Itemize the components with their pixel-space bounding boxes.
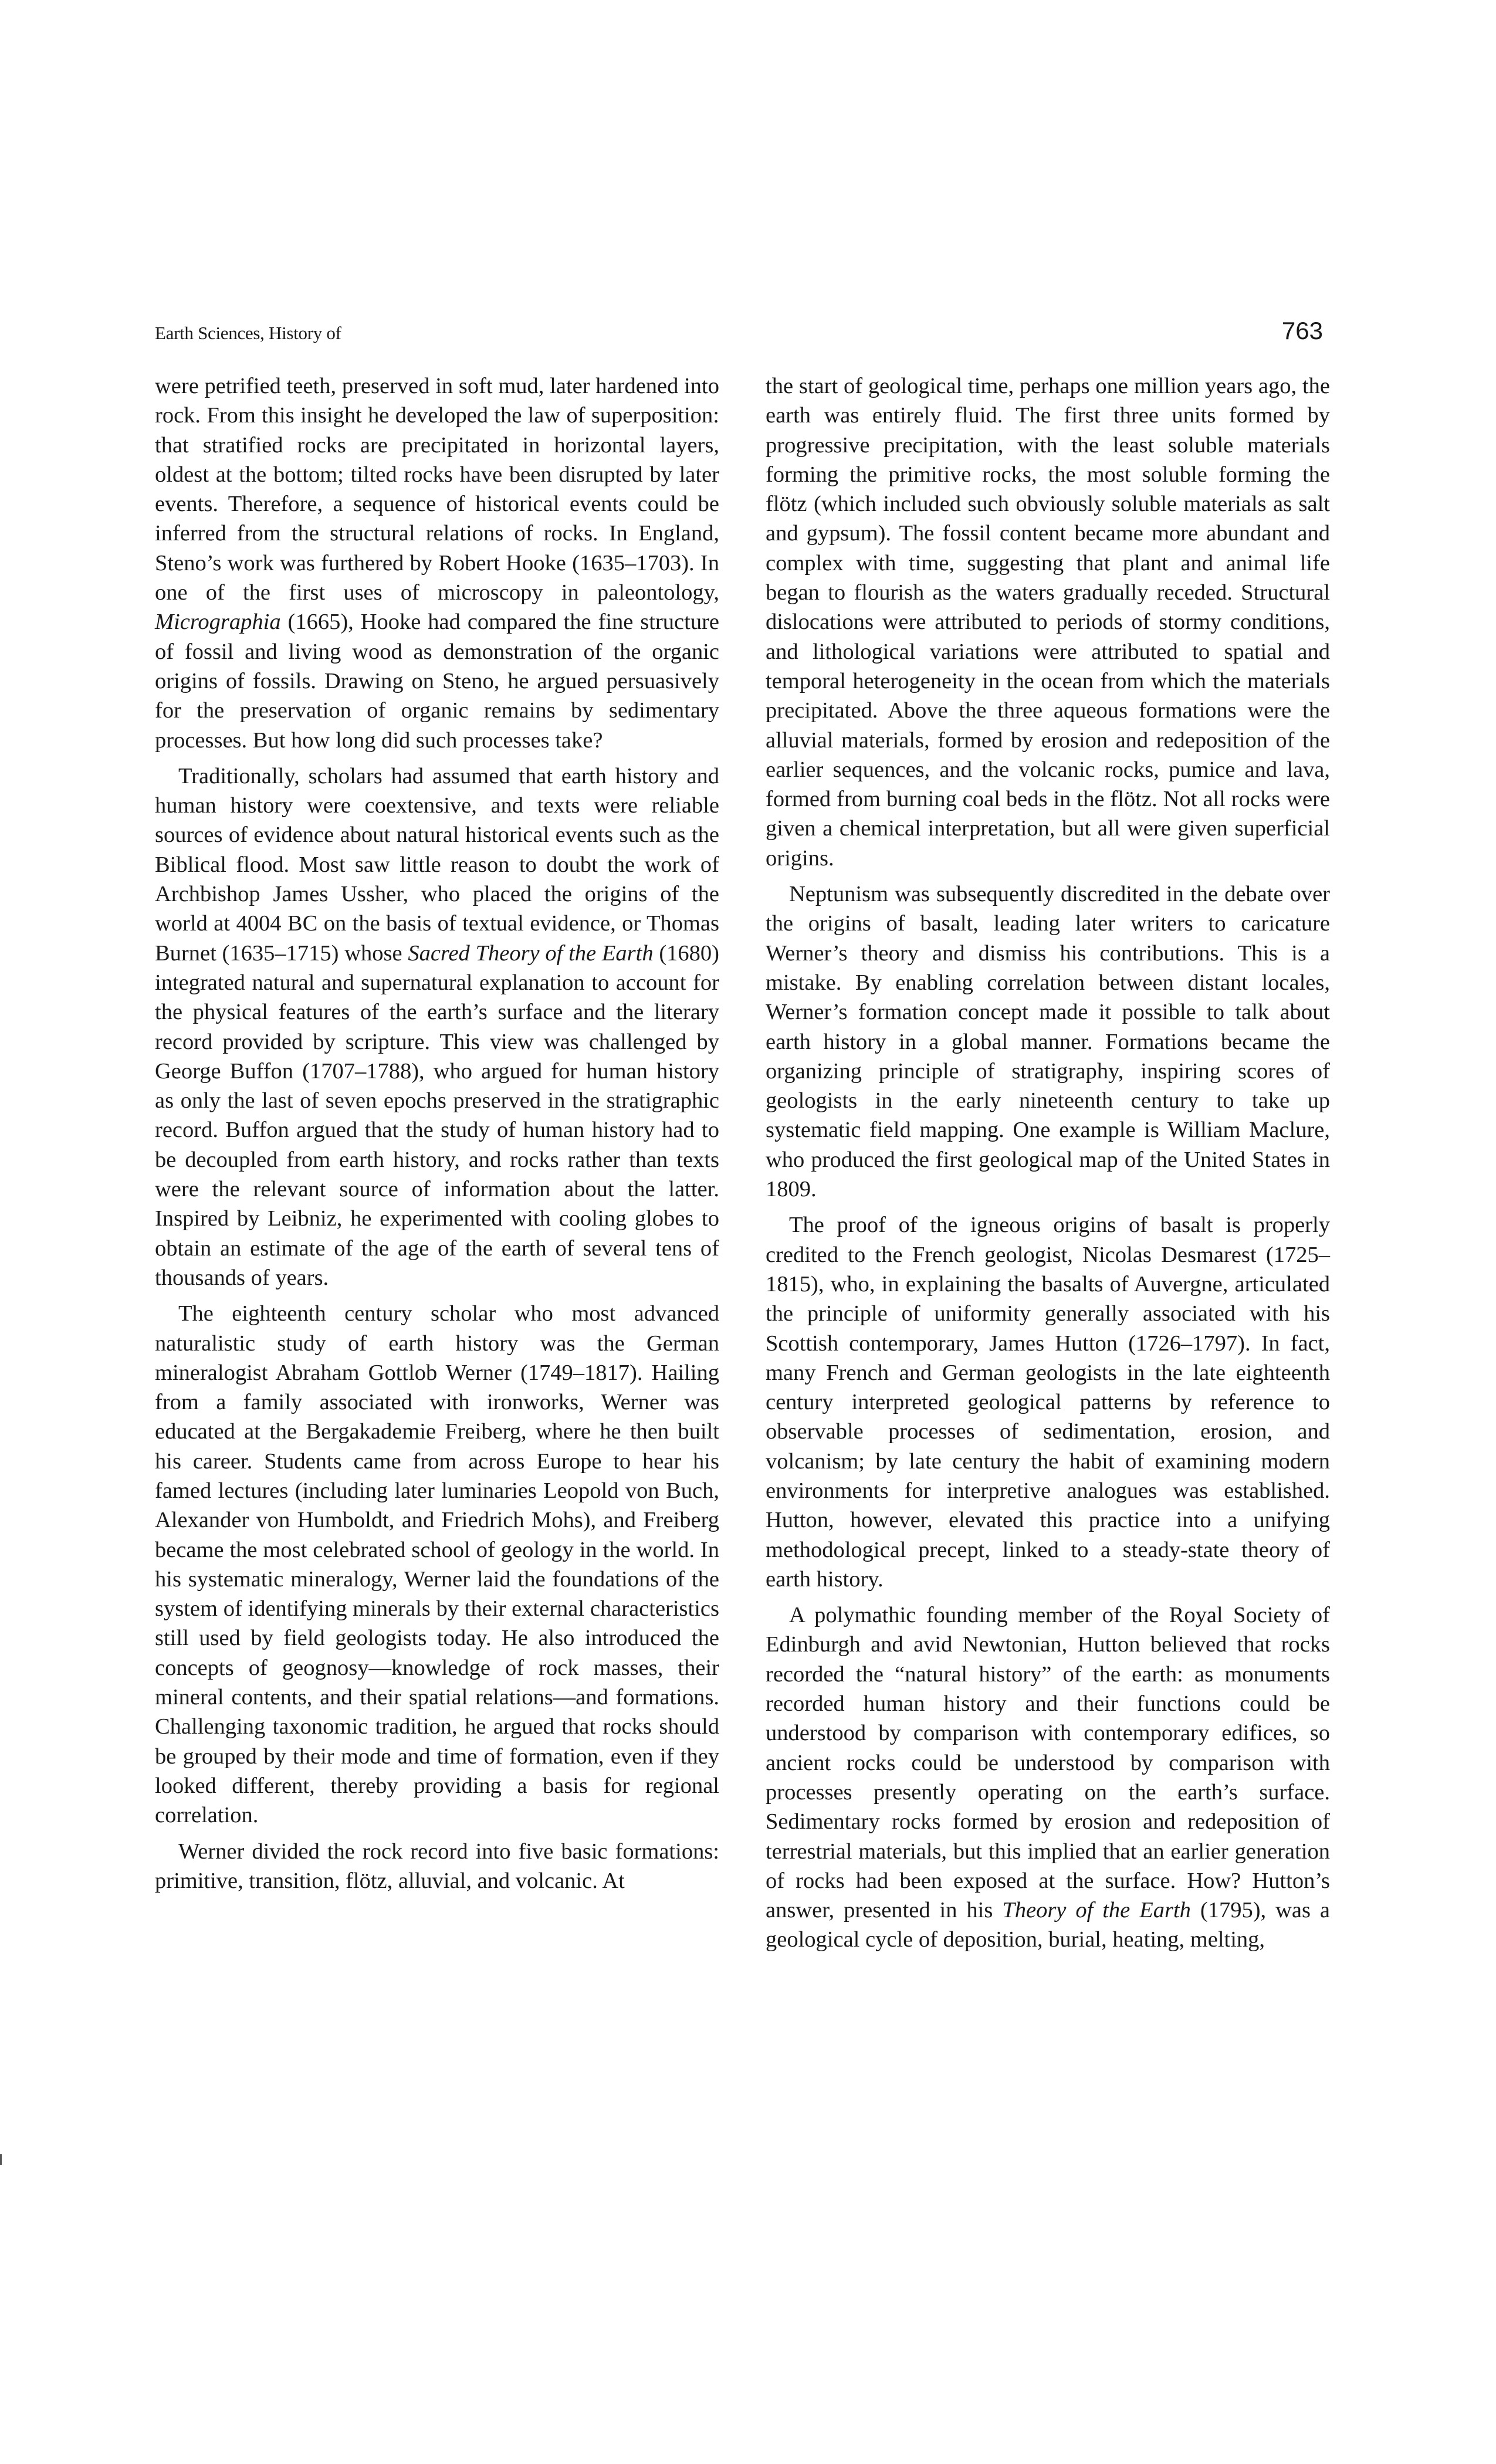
right-p4-text: A polymathic founding member of the Royal Society of Edinburgh and avid Newtonian, Hutton believed that rocks recorded the “natural history” of the earth: as monuments recorded human history and their functions could be understood by comparison with contemporary edifices, so ancient rocks could be understood by comparison with processes presently operating on the earth’s surface. Sedimentary rocks formed by erosion and redeposition of terrestrial materials, but this implied that an earlier generation of rocks had been exposed at the surface. How? Hutton’s answer, presented in his xyxy=(766,1603,1330,1923)
right-column xyxy=(766,371,1330,1955)
left-p1-title: Micrographia xyxy=(155,610,281,635)
right-paragraph-4 xyxy=(766,1600,1330,1955)
left-p1-rest: (1665), Hooke had compared the fine structure of fossil and living wood as demonstration of the organic origins of fossils. Drawing on Steno, he argued persuasively for the preservation of organic remains by sedimentary processes. But how long did such processes take? xyxy=(155,610,719,753)
scan-edge-mark xyxy=(0,2154,2,2165)
left-paragraph-2 xyxy=(155,761,719,1292)
left-paragraph-4: Werner divided the rock record into five basic formations: primitive, transition, flötz, alluvial, and volcanic. At xyxy=(155,1839,719,1893)
left-paragraph-3: The eighteenth century scholar who most advanced naturalistic study of earth history was the German mineralogist Abraham Gottlob Werner (1749–1817). Hailing from a family associated with ironworks, Werner was educated at the Bergakademie Freiberg, where he then built his career. Students came from across Europe to hear his famed lectures (including later luminaries Leopold von Buch, Alexander von Humboldt, and Friedrich Mohs), and Freiberg became the most celebrated school of geology in the world. In his systematic mineralogy, Werner laid the foundations of the system of identifying minerals by their external characteristics still used by field geologists today. He also introduced the concepts of geognosy—knowledge of rock masses, their mineral contents, and their spatial relations—and formations. Challenging taxonomic tradition, he argued that rocks should be grouped by their mode and time of formation, even if they looked different, thereby providing a basis for regional correlation. xyxy=(155,1301,719,1828)
right-paragraph-1: the start of geological time, perhaps one million years ago, the earth was entirely fluid. The first three units formed by progressive precipitation, with the least soluble materials forming the primitive rocks, the most soluble forming the flötz (which included such obviously soluble materials as salt and gypsum). The fossil content became more abundant and complex with time, suggesting that plant and animal life began to flourish as the waters gradually receded. Structural dislocations were attributed to periods of stormy conditions, and lithological variations were attributed to spatial and temporal heterogeneity in the ocean from which the materials precipitated. Above the three aqueous formations were the alluvial materials, formed by erosion and redeposition of the earlier sequences, and the volcanic rocks, pumice and lava, formed from burning coal beds in the flötz. Not all rocks were given a chemical interpretation, but all were given superficial origins. xyxy=(766,374,1330,871)
right-p4-title: Theory of the Earth xyxy=(1002,1898,1191,1923)
left-column xyxy=(155,371,719,1896)
left-p2-text: Traditionally, scholars had assumed that earth history and human history were coextensive, and texts were reliable sources of evidence about natural historical events such as the Biblical flood. Most saw little reason to doubt the work of Archbishop James Ussher, who placed the origins of the world at 4004 BC on the basis of textual evidence, or Thomas Burnet (1635–1715) whose xyxy=(155,763,719,966)
left-p2-rest: (1680) integrated natural and supernatural explanation to account for the physical features of the earth’s surface and the literary record provided by scripture. This view was challenged by George Buffon (1707–1788), who argued for human history as only the last of seven epochs preserved in the stratigraphic record. Buffon argued that the study of human history had to be decoupled from earth history, and rocks rather than texts were the relevant source of information about the latter. Inspired by Leibniz, he experimented with cooling globes to obtain an estimate of the age of the earth of several tens of thousands of years. xyxy=(155,940,720,1290)
right-paragraph-3: The proof of the igneous origins of basalt is properly credited to the French geologist, Nicolas Desmarest (1725–1815), who, in explaining the basalts of Auvergne, articulated the principle of uniformity generally associated with his Scottish contemporary, James Hutton (1726–1797). In fact, many French and German geologists in the late eighteenth century interpreted geological patterns by reference to observable processes of sedimentation, erosion, and volcanism; by late century the habit of examining modern environments for interpretive analogues was established. Hutton, however, elevated this practice into a unifying methodological precept, linked to a steady-state theory of earth history. xyxy=(766,1213,1330,1592)
running-head: Earth Sciences, History of xyxy=(155,323,341,343)
left-paragraph-1 xyxy=(155,371,719,755)
page-number: 763 xyxy=(1281,317,1323,344)
right-p4-rest: (1795), was a geological cycle of deposition, burial, heating, melting, xyxy=(766,1898,1331,1952)
left-p2-title: Sacred Theory of the Earth xyxy=(408,940,654,966)
right-paragraph-2: Neptunism was subsequently discredited in the debate over the origins of basalt, leading later writers to caricature Werner’s theory and dismiss his contributions. This is a mistake. By enabling correlation between distant locales, Werner’s formation concept made it possible to talk about earth history in a global manner. Formations became the organizing principle of stratigraphy, inspiring scores of geologists in the early nineteenth century to take up systematic field mapping. One example is William Maclure, who produced the first geological map of the United States in 1809. xyxy=(766,882,1330,1202)
left-p1-text: were petrified teeth, preserved in soft mud, later hardened into rock. From this insight he developed the law of superposition: that stratified rocks are precipitated in horizontal layers, oldest at the bottom; tilted rocks have been disrupted by later events. Therefore, a sequence of historical events could be inferred from the structural relations of rocks. In England, Steno’s work was furthered by Robert Hooke (1635–1703). In one of the first uses of microscopy in paleontology, xyxy=(155,374,719,605)
